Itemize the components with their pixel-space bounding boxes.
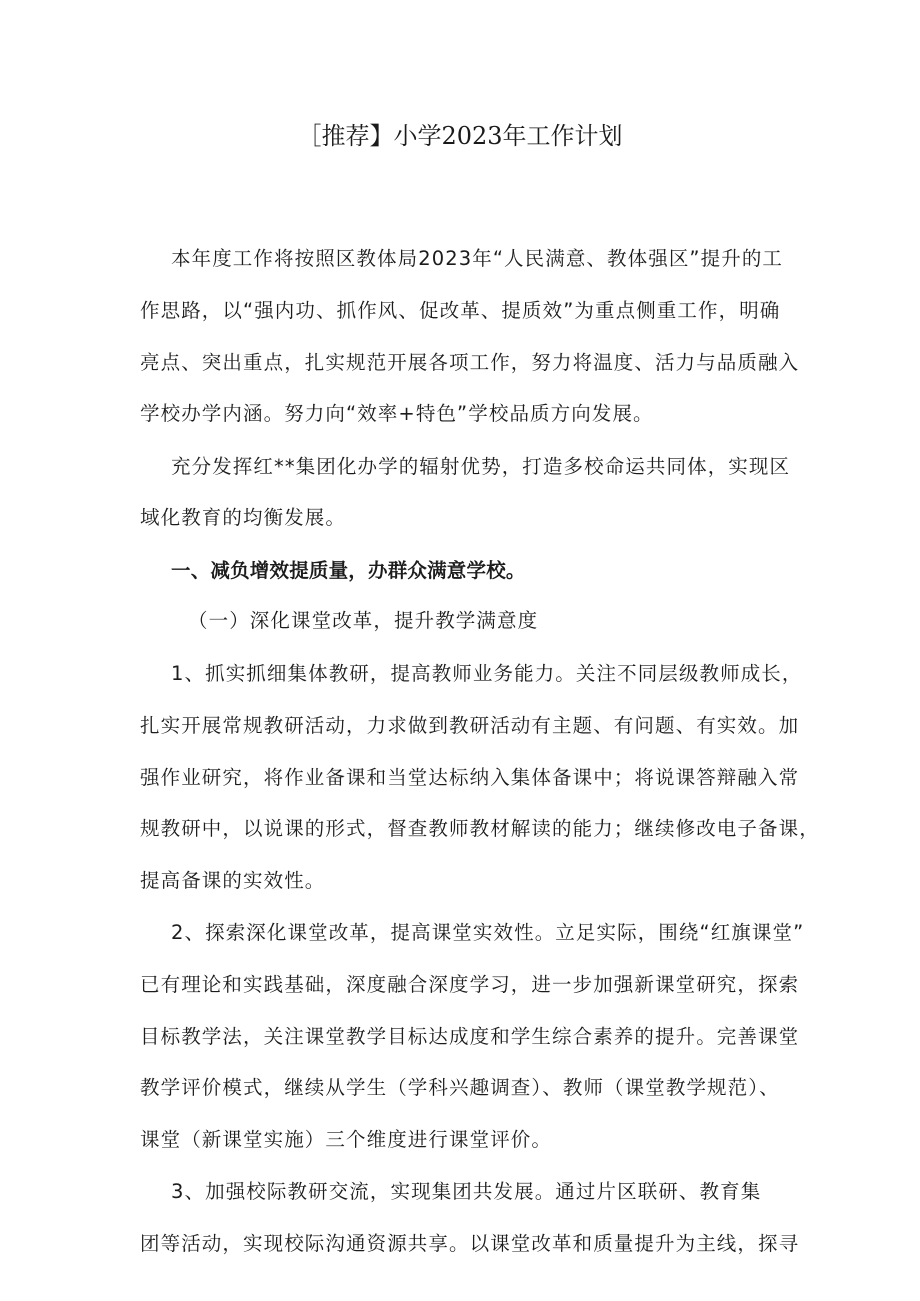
- document-title: ［推荐】小学2023年工作计划: [297, 122, 623, 150]
- body-line: 规教研中，以说课的形式，督查教师教材解读的能力；继续修改电子备课，: [140, 817, 820, 840]
- body-line: 课堂（新课堂实施）三个维度进行课堂评价。: [140, 1128, 553, 1151]
- subsection-heading: （一）深化课堂改革，提升教学满意度: [188, 609, 539, 632]
- body-line: 扎实开展常规教研活动，力求做到教研活动有主题、有问题、有实效。加: [140, 714, 800, 737]
- body-line: 域化教育的均衡发展。: [140, 506, 347, 529]
- body-line: 提高备课的实效性。: [140, 869, 326, 892]
- body-line: 学校办学内涵。努力向“效率+特色”学校品质方向发展。: [140, 402, 654, 425]
- body-line: 已有理论和实践基础，深度融合深度学习，进一步加强新课堂研究，探索: [140, 973, 800, 996]
- body-line: 强作业研究，将作业备课和当堂达标纳入集体备课中；将说课答辩融入常: [140, 766, 800, 789]
- section-heading: 一、减负增效提质量，办群众满意学校。: [171, 559, 526, 582]
- body-line: 2、探索深化课堂改革，提高课堂实效性。立足实际，围绕“红旗课堂”: [171, 921, 805, 944]
- body-line: 亮点、突出重点，扎实规范开展各项工作，努力将温度、活力与品质融入: [140, 351, 800, 374]
- body-line: 目标教学法，关注课堂教学目标达成度和学生综合素养的提升。完善课堂: [140, 1025, 800, 1048]
- body-line: 本年度工作将按照区教体局2023年“人民满意、教体强区”提升的工: [171, 247, 784, 270]
- body-line: 作思路，以“强内功、抓作风、促改革、提质效”为重点侧重工作，明确: [140, 299, 781, 322]
- body-line: 1、抓实抓细集体教研，提高教师业务能力。关注不同层级教师成长，: [171, 662, 803, 685]
- body-line: 充分发挥红**集团化办学的辐射优势，打造多校命运共同体，实现区: [171, 455, 791, 478]
- body-line: 团等活动，实现校际沟通资源共享。以课堂改革和质量提升为主线，探寻: [140, 1232, 800, 1255]
- body-line: 3、加强校际教研交流，实现集团共发展。通过片区联研、教育集: [171, 1180, 762, 1203]
- body-line: 教学评价模式，继续从学生（学科兴趣调查）、教师（课堂教学规范）、: [140, 1076, 780, 1099]
